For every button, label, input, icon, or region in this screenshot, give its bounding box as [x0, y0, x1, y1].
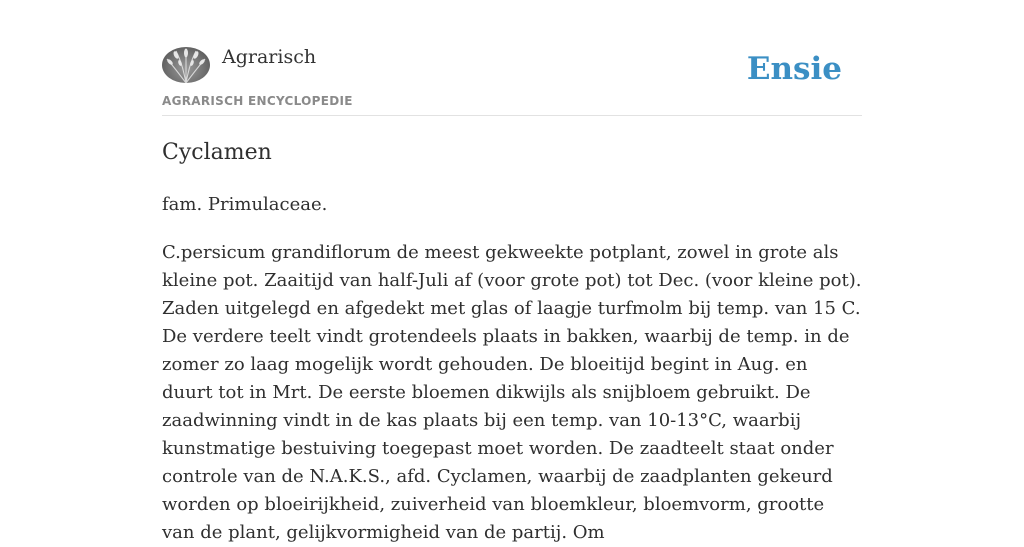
- site-subtitle: AGRARISCH ENCYCLOPEDIE: [162, 94, 353, 108]
- wheat-icon[interactable]: [162, 47, 210, 83]
- article-family: fam. Primulaceae.: [162, 194, 328, 215]
- brand-logo[interactable]: Ensie: [746, 51, 842, 87]
- page: [162, 0, 862, 543]
- article-body: C.persicum grandiflorum de meest gekweekte potplant, zowel in grote als kleine pot. Zaaitijd van half-Juli af (voor grote pot) tot Dec. (voor kleine pot). Zaden uitgelegd en afgedekt met glas of laagje turfmolm bij temp. van 15 C. De verdere teelt vindt grotendeels plaats in bakken, waarbij de temp. in de zomer zo laag mogelijk wordt gehouden. De bloeitijd begint in Aug. en duurt tot in Mrt. De eerste bloemen dikwijls als snijbloem gebruikt. De zaadwinning vindt in de kas plaats bij een temp. van 10-13°C, waarbij kunstmatige bestuiving toegepast moet worden. De zaadteelt staat onder controle van de N.A.K.S., afd. Cyclamen, waarbij de zaadplanten gekeurd worden op bloeirijkheid, zuiverheid van bloemkleur, bloemvorm, grootte van de plant, gelijkvormigheid van de partij. Om: [162, 242, 862, 543]
- site-header: [162, 0, 862, 116]
- article-title: Cyclamen: [162, 140, 272, 165]
- site-name[interactable]: Agrarisch: [222, 46, 317, 68]
